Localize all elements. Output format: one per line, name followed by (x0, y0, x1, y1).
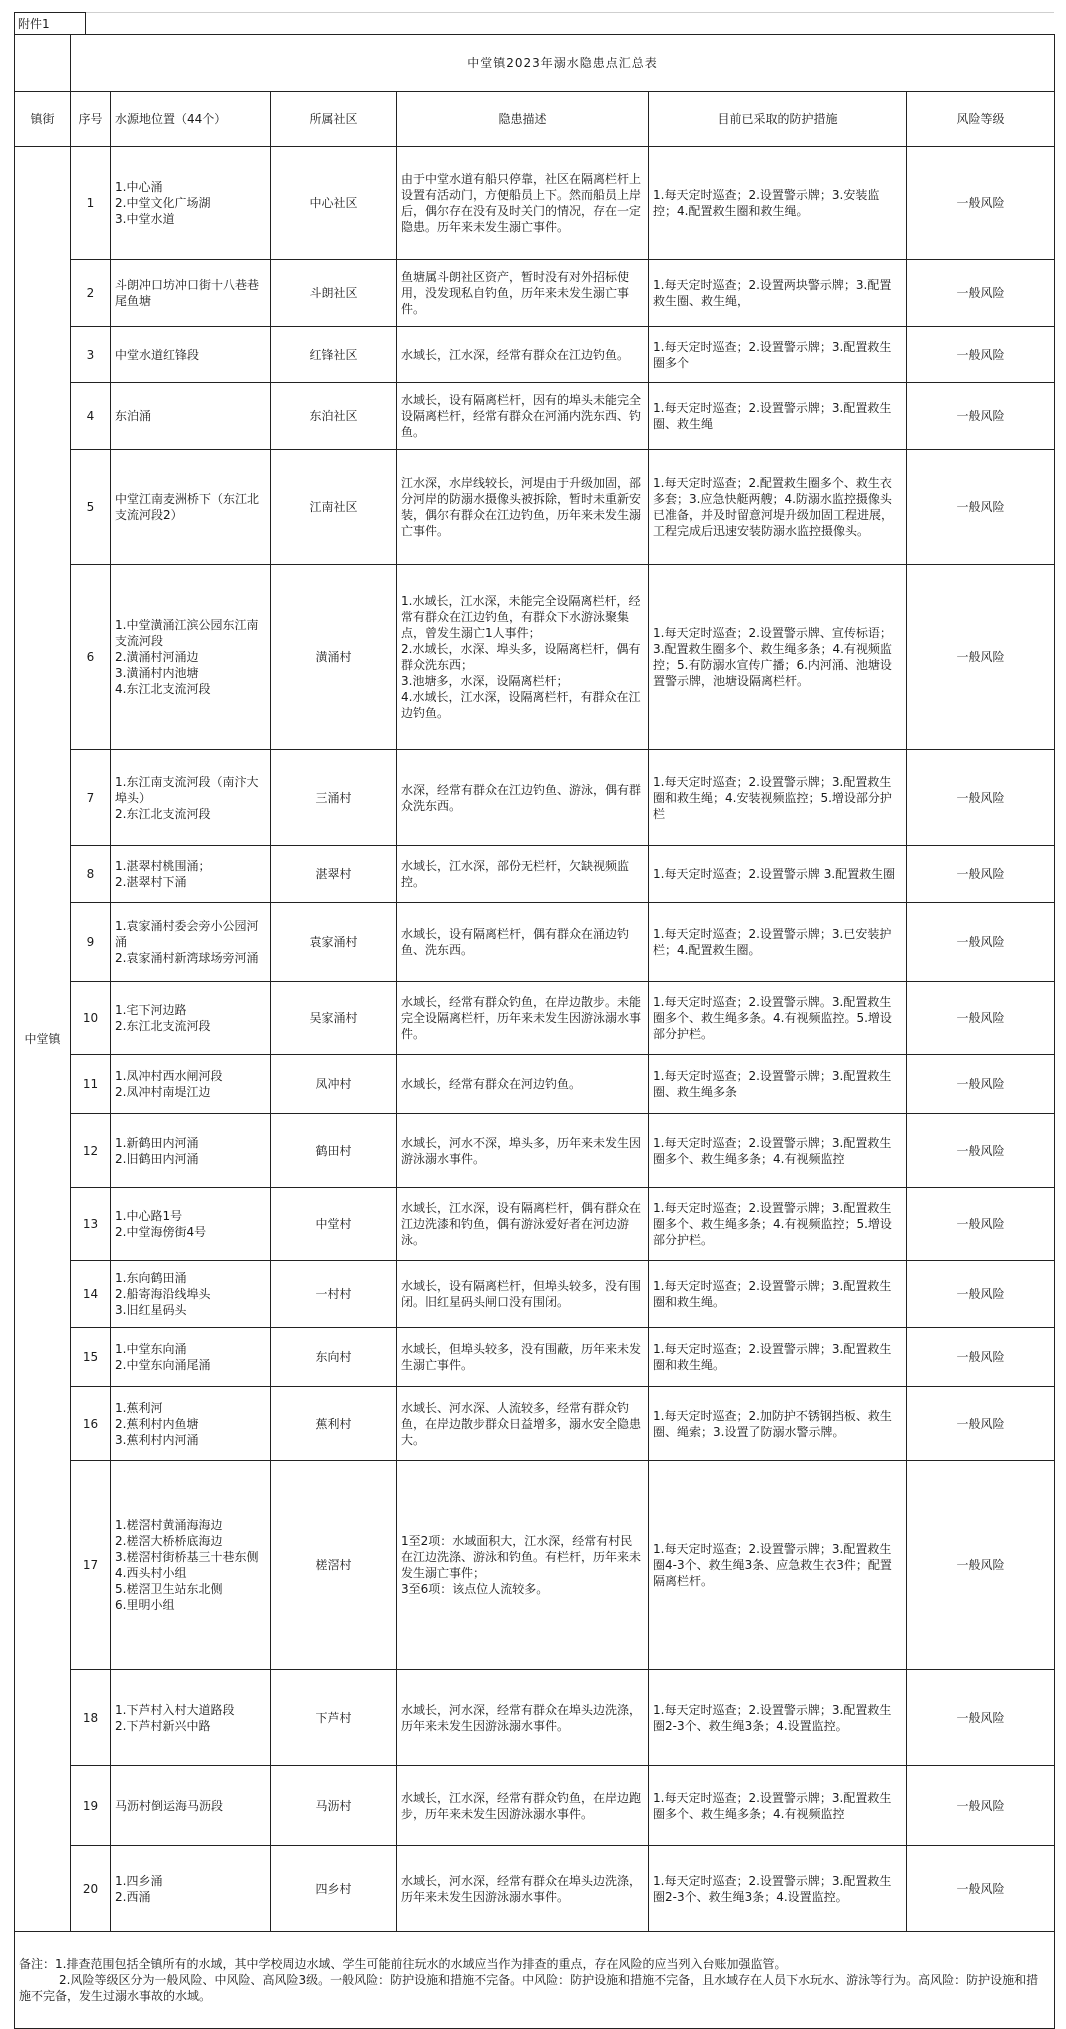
risk-cell: 一般风险 (907, 1670, 1055, 1766)
risk-cell: 一般风险 (907, 903, 1055, 982)
hazard-cell: 水域长，河水深，经常有群众在埠头边洗涤，历年来未发生因游泳溺水事件。 (397, 1670, 649, 1766)
community-cell: 凤冲村 (271, 1055, 397, 1114)
hazard-cell: 水域长，河水深，经常有群众在埠头边洗涤，历年来未发生因游泳溺水事件。 (397, 1846, 649, 1932)
measures-cell: 1.每天定时巡查；2.设置警示牌；3.配置救生圈、救生绳 (649, 383, 907, 450)
page-title: 中堂镇2023年溺水隐患点汇总表 (71, 35, 1055, 92)
seq-cell: 14 (71, 1261, 111, 1328)
community-cell: 江南社区 (271, 450, 397, 565)
measures-cell: 1.每天定时巡查；2.设置警示牌；3.安装监控；4.配置救生圈和救生绳。 (649, 147, 907, 260)
town-cell: 中堂镇 (15, 147, 71, 1932)
table-row (15, 1328, 1055, 1387)
risk-cell: 一般风险 (907, 1461, 1055, 1670)
cell-line: 1.下芦村入村大道路段 (115, 1702, 235, 1717)
header-town: 镇街 (15, 92, 71, 147)
community-cell: 东向村 (271, 1328, 397, 1387)
header-community: 所属社区 (271, 92, 397, 147)
hazard-cell: 水域长，设有隔离栏杆，偶有群众在涌边钓鱼、洗东西。 (397, 903, 649, 982)
location-cell (111, 1670, 271, 1766)
measures-cell: 1.每天定时巡查；2.设置警示牌；3.已安装护栏；4.配置救生圈。 (649, 903, 907, 982)
community-cell: 潢涌村 (271, 565, 397, 750)
community-cell: 鹤田村 (271, 1114, 397, 1188)
cell-line: 2.潢涌村河涌边 (115, 650, 199, 664)
location-cell (111, 1846, 271, 1932)
measures-cell: 1.每天定时巡查；2.设置警示牌、宣传标语；3.配置救生圈多个、救生绳多条；4.有视频监控；5.有防溺水宣传广播；6.内河涌、池塘设置警示牌，池塘设隔离栏杆。 (649, 565, 907, 750)
table-row (15, 1461, 1055, 1670)
cell-line: 1.槎滘村黄涌海海边 (115, 1518, 223, 1532)
location-cell (111, 260, 271, 327)
table-row (15, 1766, 1055, 1846)
community-cell: 湛翠村 (271, 846, 397, 903)
table-row (15, 260, 1055, 327)
title-blank-cell (15, 35, 71, 92)
cell-line: 2.袁家涌村新湾球场旁河涌 (115, 951, 259, 965)
cell-line: 4.东江北支流河段 (115, 682, 211, 696)
risk-cell: 一般风险 (907, 846, 1055, 903)
community-cell: 袁家涌村 (271, 903, 397, 982)
location-cell (111, 450, 271, 565)
cell-line: 2.西涌 (115, 1889, 151, 1904)
cell-line: 2.槎滘大桥桥底海边 (115, 1534, 223, 1548)
seq-cell: 6 (71, 565, 111, 750)
table-row (15, 383, 1055, 450)
risk-cell: 一般风险 (907, 1387, 1055, 1461)
cell-line: 1.东江南支流河段（南汴大埠头） (115, 774, 259, 805)
measures-cell: 1.每天定时巡查；2.设置警示牌；3.配置救生圈和救生绳。 (649, 1261, 907, 1328)
header-location: 水源地位置（44个） (111, 92, 271, 147)
table-row (15, 1670, 1055, 1766)
cell-line: 1.水域长，江水深，未能完全设隔离栏杆，经常有群众在江边钓鱼，有群众下水游泳聚集点，曾发生溺亡1人事件； (401, 594, 641, 640)
seq-cell: 11 (71, 1055, 111, 1114)
notes-row (15, 1932, 1055, 2029)
hazard-cell: 水域长，经常有群众在河边钓鱼。 (397, 1055, 649, 1114)
cell-line: 斗朗冲口坊冲口街十八巷巷尾鱼塘 (115, 278, 260, 308)
table-row (15, 1188, 1055, 1261)
seq-cell: 15 (71, 1328, 111, 1387)
location-cell (111, 1261, 271, 1328)
note-line-2: 2.风险等级区分为一般风险、中风险、高风险3级。一般风险：防护设施和措施不完备。中风险：防护设施和措施不完备，且水域存在人员下水玩水、游泳等行为。高风险：防护设施和措施不完备，发生过溺水事故的水域。 (19, 1973, 1039, 2003)
measures-cell: 1.每天定时巡查；2.设置警示牌；3.配置救生圈2-3个、救生绳3条；4.设置监控。 (649, 1670, 907, 1766)
community-cell: 槎滘村 (271, 1461, 397, 1670)
header-risk: 风险等级 (907, 92, 1055, 147)
cell-line: 中堂水道红锋段 (115, 347, 200, 362)
cell-line: 3.蕉利村内河涌 (115, 1432, 199, 1447)
seq-cell: 2 (71, 260, 111, 327)
seq-cell: 4 (71, 383, 111, 450)
seq-cell: 16 (71, 1387, 111, 1461)
seq-cell: 18 (71, 1670, 111, 1766)
community-cell: 吴家涌村 (271, 982, 397, 1055)
cell-line: 1.袁家涌村委会旁小公园河涌 (115, 919, 259, 949)
seq-cell: 10 (71, 982, 111, 1055)
measures-cell: 1.每天定时巡查；2.设置警示牌；3.配置救生圈和救生绳。 (649, 1328, 907, 1387)
hazard-cell: 水域长，但埠头较多，没有围蔽，历年来未发生溺亡事件。 (397, 1328, 649, 1387)
cell-line: 1.四乡涌 (115, 1873, 163, 1888)
cell-line: 1.中堂东向涌 (115, 1342, 187, 1356)
notes-cell (15, 1932, 1055, 2029)
seq-cell: 12 (71, 1114, 111, 1188)
hazard-cell: 鱼塘属斗朗社区资产，暂时没有对外招标使用，没发现私自钓鱼，历年来未发生溺亡事件。 (397, 260, 649, 327)
hazard-cell: 水深，经常有群众在江边钓鱼、游泳，偶有群众洗东西。 (397, 750, 649, 846)
cell-line: 4.西头村小组 (115, 1566, 187, 1580)
cell-line: 1至2项：水域面积大，江水深，经常有村民在江边洗涤、游泳和钓鱼。有栏杆，历年来未发生溺亡事件； (401, 1534, 642, 1580)
location-cell (111, 1055, 271, 1114)
cell-line: 2.凤冲村南堤江边 (115, 1085, 211, 1099)
cell-line: 3.旧红星码头 (115, 1303, 187, 1317)
risk-cell: 一般风险 (907, 1766, 1055, 1846)
location-cell (111, 1114, 271, 1188)
note-line-1: 备注：1.排查范围包括全镇所有的水域，其中学校周边水域、学生可能前往玩水的水域应当作为排查的重点，存在风险的应当列入台账加强监管。 (19, 1957, 787, 1971)
cell-line: 1.宅下河边路 (115, 1003, 187, 1017)
measures-cell: 1.每天定时巡查；2.配置救生圈多个、救生衣多套；3.应急快艇两艘；4.防溺水监控摄像头已准备，并及时留意河堤升级加固工程进展，工程完成后迅速安装防溺水监控摄像头。 (649, 450, 907, 565)
cell-line: 马沥村倒运海马沥段 (115, 1798, 224, 1813)
table-row (15, 750, 1055, 846)
cell-line: 东泊涌 (115, 409, 152, 423)
cell-line: 1.中心路1号 (115, 1209, 183, 1223)
cell-line: 6.里明小组 (115, 1598, 175, 1612)
cell-line: 1.新鹤田内河涌 (115, 1135, 199, 1150)
location-cell (111, 903, 271, 982)
risk-cell: 一般风险 (907, 450, 1055, 565)
measures-cell: 1.每天定时巡查；2.设置警示牌；3.配置救生圈多个、救生绳多条；4.有视频监控 (649, 1114, 907, 1188)
community-cell: 四乡村 (271, 1846, 397, 1932)
hazard-cell (397, 1461, 649, 1670)
measures-cell: 1.每天定时巡查；2.加防护不锈钢挡板、救生圈、绳索；3.设置了防溺水警示牌。 (649, 1387, 907, 1461)
measures-cell: 1.每天定时巡查；2.设置警示牌；3.配置救生圈多个、救生绳多条；4.有视频监控 (649, 1766, 907, 1846)
cell-line: 3.池塘多，水深，设隔离栏杆； (401, 674, 569, 688)
risk-cell: 一般风险 (907, 1114, 1055, 1188)
attachment-label: 附件1 (14, 12, 86, 34)
table-row (15, 147, 1055, 260)
risk-cell: 一般风险 (907, 327, 1055, 383)
measures-cell: 1.每天定时巡查；2.设置警示牌；3.配置救生圈4-3个、救生绳3条、应急救生衣3件；配置隔离栏杆。 (649, 1461, 907, 1670)
cell-line: 2.水域长，水深、埠头多，设隔离栏杆，偶有群众洗东西； (401, 642, 641, 672)
hazard-cell: 由于中堂水道有船只停靠，社区在隔离栏杆上设置有活动门，方便船员上下。然而船员上岸后，偶尔存在没有及时关门的情况，存在一定隐患。历年来未发生溺亡事件。 (397, 147, 649, 260)
measures-cell: 1.每天定时巡查；2.设置警示牌。3.配置救生圈多个、救生绳多条。4.有视频监控。5.增设部分护栏。 (649, 982, 907, 1055)
cell-line: 3至6项：该点位人流较多。 (401, 1582, 549, 1596)
cell-line: 1.蕉利河 (115, 1400, 163, 1415)
risk-cell: 一般风险 (907, 1328, 1055, 1387)
risk-cell: 一般风险 (907, 383, 1055, 450)
cell-line: 2.中堂东向涌尾涌 (115, 1358, 211, 1372)
community-cell: 马沥村 (271, 1766, 397, 1846)
community-cell: 红锋社区 (271, 327, 397, 383)
cell-line: 3.中堂水道 (115, 212, 175, 226)
header-hazard: 隐患描述 (397, 92, 649, 147)
community-cell: 下芦村 (271, 1670, 397, 1766)
cell-line: 4.水域长，江水深，设隔离栏杆，有群众在江边钓鱼。 (401, 690, 641, 720)
measures-cell: 1.每天定时巡查；2.设置警示牌；3.配置救生圈多个、救生绳多条；4.有视频监控；5.增设部分护栏。 (649, 1188, 907, 1261)
cell-line: 2.东江北支流河段 (115, 1019, 211, 1033)
risk-cell: 一般风险 (907, 1261, 1055, 1328)
table-row (15, 1114, 1055, 1188)
hazard-cell: 水域长，设有隔离栏杆，但埠头较多，没有围闭。旧红星码头闸口没有围闭。 (397, 1261, 649, 1328)
hazard-cell: 水域长，河水不深，埠头多，历年来未发生因游泳溺水事件。 (397, 1114, 649, 1188)
table-row (15, 1055, 1055, 1114)
table-row (15, 1846, 1055, 1932)
table-row (15, 1261, 1055, 1328)
cell-line: 3.槎滘村街桥基三十巷东侧 (115, 1550, 259, 1564)
header-row (15, 92, 1055, 147)
risk-cell: 一般风险 (907, 1055, 1055, 1114)
risk-cell: 一般风险 (907, 147, 1055, 260)
location-cell (111, 383, 271, 450)
seq-cell: 3 (71, 327, 111, 383)
location-cell (111, 1387, 271, 1461)
table-row (15, 327, 1055, 383)
cell-line: 2.下芦村新兴中路 (115, 1718, 211, 1733)
community-cell: 中堂村 (271, 1188, 397, 1261)
header-measures: 目前已采取的防护措施 (649, 92, 907, 147)
location-cell (111, 327, 271, 383)
summary-table (14, 34, 1055, 2029)
seq-cell: 19 (71, 1766, 111, 1846)
cell-line: 1.东向鹤田涌 (115, 1271, 187, 1285)
cell-line: 2.旧鹤田内河涌 (115, 1151, 199, 1166)
cell-line: 2.船寄海沿线埠头 (115, 1287, 211, 1301)
table-row (15, 903, 1055, 982)
seq-cell: 13 (71, 1188, 111, 1261)
location-cell (111, 1766, 271, 1846)
measures-cell: 1.每天定时巡查；2.设置警示牌 3.配置救生圈 (649, 846, 907, 903)
hazard-cell: 水域长，江水深，经常有群众在江边钓鱼。 (397, 327, 649, 383)
hazard-cell: 江水深，水岸线较长，河堤由于升级加固，部分河岸的防溺水摄像头被拆除，暂时未重新安装，偶尔有群众在江边钓鱼，历年来未发生溺亡事件。 (397, 450, 649, 565)
cell-line: 2.中堂海傍街4号 (115, 1225, 207, 1239)
cell-line: 1.凤冲村西水闸河段 (115, 1069, 223, 1083)
seq-cell: 1 (71, 147, 111, 260)
hazard-cell: 水域长，江水深，部份无栏杆，欠缺视频监控。 (397, 846, 649, 903)
cell-line: 1.中心涌 (115, 180, 163, 194)
location-cell (111, 147, 271, 260)
seq-cell: 5 (71, 450, 111, 565)
location-cell (111, 1328, 271, 1387)
hazard-cell: 水域长、河水深、人流较多，经常有群众钓鱼，在岸边散步群众日益增多，溺水安全隐患大。 (397, 1387, 649, 1461)
cell-line: 1.湛翠村桃围涌； (115, 859, 211, 873)
cell-line: 2.湛翠村下涌 (115, 875, 187, 889)
seq-cell: 17 (71, 1461, 111, 1670)
community-cell: 斗朗社区 (271, 260, 397, 327)
hazard-cell: 水域长，江水深，经常有群众钓鱼，在岸边跑步，历年来未发生因游泳溺水事件。 (397, 1766, 649, 1846)
cell-line: 2.蕉利村内鱼塘 (115, 1416, 199, 1431)
location-cell (111, 565, 271, 750)
sheet-gridline (86, 12, 1054, 35)
seq-cell: 20 (71, 1846, 111, 1932)
cell-line: 1.中堂潢涌江滨公园东江南支流河段 (115, 618, 259, 648)
measures-cell: 1.每天定时巡查；2.设置警示牌；3.配置救生圈、救生绳多条 (649, 1055, 907, 1114)
risk-cell: 一般风险 (907, 1188, 1055, 1261)
cell-line: 5.槎滘卫生站东北侧 (115, 1582, 223, 1596)
measures-cell: 1.每天定时巡查；2.设置警示牌；3.配置救生圈和救生绳；4.安装视频监控；5.增设部分护栏 (649, 750, 907, 846)
risk-cell: 一般风险 (907, 260, 1055, 327)
table-row (15, 846, 1055, 903)
hazard-cell: 水域长，设有隔离栏杆，因有的埠头未能完全设隔离栏杆，经常有群众在河涌内洗东西、钓鱼。 (397, 383, 649, 450)
location-cell (111, 982, 271, 1055)
community-cell: 中心社区 (271, 147, 397, 260)
risk-cell: 一般风险 (907, 1846, 1055, 1932)
location-cell (111, 750, 271, 846)
measures-cell: 1.每天定时巡查；2.设置警示牌；3.配置救生圈多个 (649, 327, 907, 383)
risk-cell: 一般风险 (907, 982, 1055, 1055)
seq-cell: 7 (71, 750, 111, 846)
hazard-cell (397, 565, 649, 750)
seq-cell: 8 (71, 846, 111, 903)
community-cell: 三涌村 (271, 750, 397, 846)
cell-line: 2.中堂文化广场湖 (115, 196, 211, 210)
location-cell (111, 1188, 271, 1261)
table-row (15, 565, 1055, 750)
location-cell (111, 846, 271, 903)
cell-line: 3.潢涌村内池塘 (115, 666, 199, 680)
header-seq: 序号 (71, 92, 111, 147)
table-row (15, 1387, 1055, 1461)
community-cell: 一村村 (271, 1261, 397, 1328)
cell-line: 2.东江北支流河段 (115, 806, 211, 821)
community-cell: 蕉利村 (271, 1387, 397, 1461)
community-cell: 东泊社区 (271, 383, 397, 450)
measures-cell: 1.每天定时巡查；2.设置警示牌；3.配置救生圈2-3个、救生绳3条；4.设置监控。 (649, 1846, 907, 1932)
hazard-cell: 水域长，经常有群众钓鱼，在岸边散步。未能完全设隔离栏杆，历年来未发生因游泳溺水事件。 (397, 982, 649, 1055)
risk-cell: 一般风险 (907, 750, 1055, 846)
table-row (15, 450, 1055, 565)
table-row (15, 982, 1055, 1055)
risk-cell: 一般风险 (907, 565, 1055, 750)
hazard-cell: 水域长，江水深，设有隔离栏杆，偶有群众在江边洗漆和钓鱼，偶有游泳爱好者在河边游泳。 (397, 1188, 649, 1261)
measures-cell: 1.每天定时巡查；2.设置两块警示牌；3.配置救生圈、救生绳， (649, 260, 907, 327)
location-cell (111, 1461, 271, 1670)
seq-cell: 9 (71, 903, 111, 982)
cell-line: 中堂江南麦洲桥下（东江北支流河段2） (115, 492, 260, 522)
